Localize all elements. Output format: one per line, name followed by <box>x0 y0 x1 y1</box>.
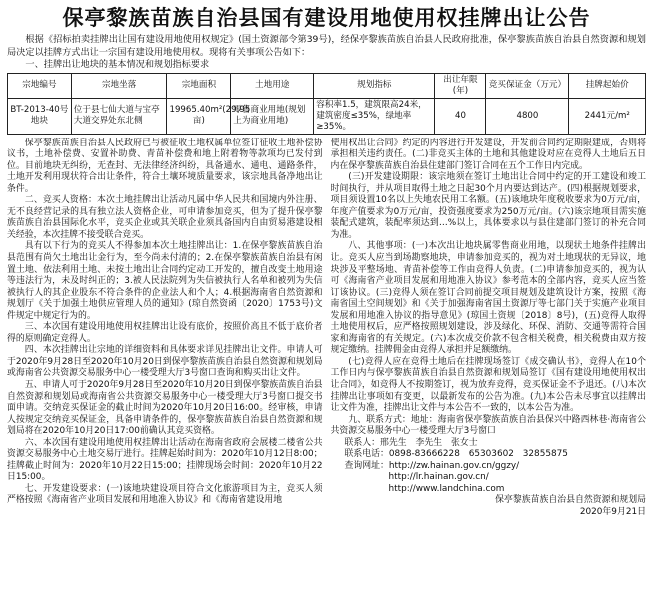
table-header: 挂牌起始价 <box>569 73 646 98</box>
issue-date: 2020年9月21日 <box>579 507 646 517</box>
table-header: 出让年限(年) <box>435 73 486 98</box>
query-url-link[interactable]: 查询网址：http://zw.hainan.gov.cn/ggzy/ <box>344 460 520 471</box>
contact-address: 九、联系方式：地址：海南省保亭黎族苗族自治县保兴中路西林巷·海南省公共资源交易服务中心一楼受理大厅3号窗口 <box>330 414 646 437</box>
contact-people: 联系人：邢先生 李先生 张女士 <box>344 437 478 448</box>
body-paragraph: 使用权出让合同》约定的内容进行开发建设，开发前合同约定期限建成，否则将承担相关违约责任。(二)非竞买主体的土地和其他建设对应在竞得人土地后五日内在保亭黎族苗族自治县住建部门签订合同在五个工作日内完成。 <box>330 137 646 171</box>
body-paragraph: 保亭黎族苗族自治县人民政府已与被征收土地权属单位签订征收土地补偿协议书，土地补偿费、安置补助费、青苗补偿费和地上附着物等款项均已发付到位。目前地块无纠纷，无查封、无法律经济纠纷，具备通水、通电、通路条件，土地开发利用现状符合出让条件，符合土壤环境质量要求，该宗地具备净地出让条件。 <box>7 137 323 194</box>
table-header: 规划指标 <box>314 73 435 98</box>
body-paragraph: 四、本次挂牌出让宗地的详细资料和具体要求详见挂牌出让文件。申请人可于2020年9月28日至2020年10月20日到保亭黎族苗族自治县自然资源和规划局或海南省公共资源交易服务中心一楼受理大厅3号窗口查询和购买出让文件。 <box>7 345 323 379</box>
table-cell: BT-2013-40号地块 <box>8 98 72 134</box>
intro-paragraph: 根据《招标拍卖挂牌出让国有建设用地使用权规定》(国土资源部令第39号)，经保亭黎族苗族自治县人民政府批准，保亭黎族苗族自治县自然资源和规划局决定以挂牌方式出让一宗国有建设用地使用权。现将有关事项公告如下： <box>7 34 646 58</box>
table-header: 宗地编号 <box>8 73 72 98</box>
table-header-row <box>8 73 646 98</box>
table-cell: 40 <box>435 98 486 134</box>
parcel-table <box>7 73 646 135</box>
table-row <box>8 98 646 134</box>
contact-phone: 联系电话：0898-83666228 65303602 32855875 <box>344 449 568 460</box>
query-url-link[interactable]: http://www.landchina.com <box>388 483 505 494</box>
body-paragraph: 二、竞买人资格：本次土地挂牌出让活动凡属中华人民共和国境内外注册、无不良经营记录的具有独立法人资格企业，可申请参加竞买，但为了提升保亭黎族苗族自治县国际化水平，竞买企业或其关联企业须具备国内自由贸易港建设相关经验，本次挂牌不接受联合竞买。 <box>7 195 323 240</box>
body-paragraph: 七、开发建设要求：(一)该地块建设项目符合文化旅游项目为主，竞买人须严格按照《海南省产业项目发展和用地准入协议》和《海南省建设用地 <box>7 483 323 506</box>
table-cell: 2441元/m² <box>569 98 646 134</box>
body-paragraph: 具有以下行为的竞买人不得参加本次土地挂牌出让：1.在保亭黎族苗族自治县范围有尚欠土地出让金行为，至今尚未付清的；2.在保亭黎族苗族自治县有闲置土地、依法利用土地、未按土地出让合同约定动工开发的，擅自改变土地用途等违法行为，未及时纠正的；3.被人民法院列为失信被执行人名单和被列为失信被执行人的其企业股东不符合条件的企业法人和个人；4.根据海南省自然资源和规划厅《关于加强土地供应管理人员的通知》(琼自然资函〔2020〕1753号)文件规定中规定行为的。 <box>7 241 323 321</box>
body-paragraph: (三)开发建设期限：该宗地须在签订土地出让合同中约定的开工建设和竣工时间执行，并从项目取得土地之日起30个月内要达到达产。(四)根据规划要求，项目须设置10名以上失地农民用工名额。(五)该地块年度税收要求为0万元/亩，年度产值要求为0万元/亩，投资强度要求为250万元/亩。(六)该宗地项目需实施装配式建筑，装配率须达到…%以上，具体要求以与县住建部门签订的补充合同为准。 <box>330 172 646 240</box>
query-url-link[interactable]: http://lr.hainan.gov.cn/ <box>388 472 489 483</box>
body-paragraph: 三、本次国有建设用地使用权挂牌出让设有底价，按照价高且不低于底价者得的原则确定竞得人。 <box>7 322 323 344</box>
body-paragraph: 六、本次国有建设用地使用权挂牌出让活动在海南省政府会展楼二楼省公共资源交易服务中心土地交易厅进行。挂牌起始时间为：2020年10月12日8:00；挂牌截止时间为：2020年10月22日15:00；挂牌现场会时间：2020年10月22日15:00。 <box>7 437 323 483</box>
table-header: 土地用途 <box>231 73 314 98</box>
table-cell: 位于县七仙大道与宝亭大道交界处东北侧 <box>71 98 167 134</box>
table-header: 竞买保证金（万元） <box>486 73 569 98</box>
section-1-heading: 一、挂牌出让地块的基本情况和规划指标要求 <box>25 59 210 70</box>
body-paragraph: (七)竞得人应在竞得土地后在挂牌现场签订《成交确认书》，竞得人在10个工作日内与保亭黎族苗族自治县自然资源和规划局签订《国有建设用地使用权出让合同》，如竞得人不按期签订，视为放弃竞得，竞买保证金不予退还。(八)本次挂牌出让事项如有变更，以最新发布的公告为准。(九)本公告未尽事宜以挂牌出让文件为准，挂牌出让文件与本公告不一致的，以本公告为准。 <box>330 356 646 414</box>
body-paragraph: 五、申请人可于2020年9月28日至2020年10月20日到保亭黎族苗族自治县自然资源和规划局或海南省公共资源交易服务中心一楼受理大厅3号窗口提交书面申请。交纳竞买保证金的截止时间为2020年10月20日16:00。经审核，申请人按规定交纳竞买保证金，具备申请条件的，保亭黎族苗族自治县自然资源和规划局将在2020年10月20日17:00前确认其竞买资格。 <box>7 379 323 437</box>
right-column <box>331 138 647 519</box>
page-title: 保亭黎族苗族自治县国有建设用地使用权挂牌出让公告 <box>62 6 591 30</box>
body-paragraph: 八、其他事项：(一)本次出让地块属零售商业用地，以现状土地条件挂牌出让。竞买人应当到场勘察地块，申请参加竞买的，视为对土地现状的无异议，地块涉及平整场地、青苗补偿等工作由竞得人负责。(二)申请参加竞买的，视为认可《海南省产业项目发展和用地准入协议》参考范本的全部内容，竞买人应当签订该协议。(三)竞得人须在签订合同前提交项目规划及建筑设计方案，按照《海南省国土空间规划》和《关于加强海南省国土资源厅等七部门关于实施产业项目发展和用地准入协议的指导意见》(琼国土资规〔2018〕8号)，(五)竞得人取得土地使用权后，应严格按照规划建设，涉及绿化、环保、消防、交通等需符合国家和海南省的有关规定。(六)本次成交价款不包含相关税费，相关税费由双方按规定缴纳。挂牌佣金由竞得人承担并足额缴纳。 <box>330 241 646 356</box>
table-cell: 4800 <box>486 98 569 134</box>
body-columns <box>7 138 646 519</box>
table-header: 宗地坐落 <box>71 73 167 98</box>
table-cell: 零售商业用地(规划上为商业用地) <box>231 98 314 134</box>
table-header: 宗地面积 <box>167 73 231 98</box>
table-cell: 19965.40m²(29.95亩) <box>167 98 231 134</box>
table-cell: 容积率1.5，建筑限高24米，建筑密度≤35%，绿地率≥35%。 <box>314 98 435 134</box>
left-column <box>7 138 323 519</box>
issuer-name: 保亭黎族苗族自治县自然资源和规划局 <box>495 495 646 506</box>
